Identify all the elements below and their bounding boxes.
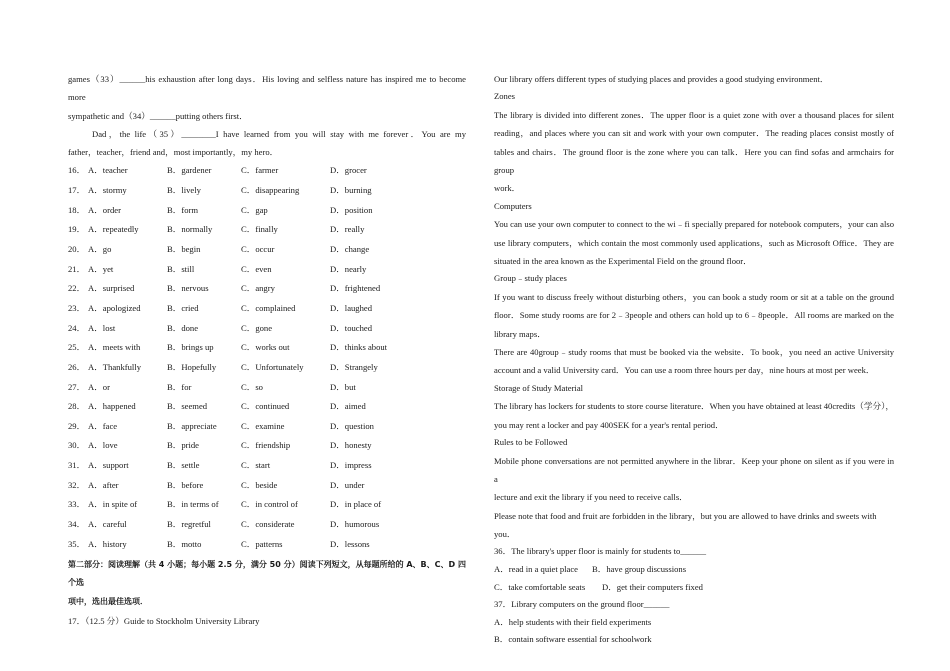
option-d: D．but: [330, 381, 356, 392]
option-b: B．lively: [167, 185, 201, 196]
option-d: D．Strangely: [330, 361, 378, 372]
option-a: A．teacher: [88, 165, 128, 176]
option-d: D．frightened: [330, 283, 381, 294]
option-c: C．examine: [241, 420, 285, 431]
option-row: [68, 417, 466, 437]
question-number: 32．: [68, 479, 86, 490]
option-b: B．form: [167, 204, 199, 215]
question-number: 20．: [68, 244, 86, 255]
intro-line-4: father，teacher，friend and，most importantly，my hero．: [68, 147, 279, 158]
question-36-option-b: B．have group discussions: [592, 564, 687, 575]
option-d: D．under: [330, 479, 365, 490]
option-a: A．repeatedly: [88, 224, 139, 235]
question-36-options-row-2: [494, 579, 894, 597]
question-number: 27．: [68, 381, 86, 392]
section-title-line-2: 项中，选出最佳选项．: [68, 597, 148, 607]
option-a: A．face: [88, 420, 118, 431]
passage-line: you may rent a locker and pay 400SEK for a year's rental period．: [494, 419, 724, 430]
option-b: B．done: [167, 322, 199, 333]
option-a: A．go: [88, 244, 112, 255]
passage-line: If you want to discuss freely without disturbing others，you can book a study room or sit at a table on the ground: [494, 292, 894, 303]
option-c: C．occur: [241, 244, 275, 255]
option-a: A．apologized: [88, 302, 141, 313]
option-b: B．brings up: [167, 342, 214, 353]
option-c: C．patterns: [241, 538, 283, 549]
question-number: 24．: [68, 322, 86, 333]
option-b: B．in terms of: [167, 499, 219, 510]
option-a: A．love: [88, 440, 118, 451]
option-c: C．gap: [241, 204, 268, 215]
intro-line-1: games（33）______his exhaustion after long days．His loving and selfless nature has inspired me to become more: [68, 74, 466, 103]
passage-subheading: Group﹣study places: [494, 273, 567, 284]
option-b: B．still: [167, 263, 195, 274]
question-number: 29．: [68, 420, 86, 431]
option-d: D．in place of: [330, 499, 382, 510]
option-b: B．normally: [167, 224, 213, 235]
passage-line: Our library offers different types of studying places and provides a good studying environment．: [494, 74, 829, 84]
option-row: [68, 181, 466, 201]
passage-line: tables and chairs．The ground floor is the zone where you can talk．Here you can find sofas and armchairs for group: [494, 146, 894, 175]
option-c: C．beside: [241, 479, 278, 490]
option-b: B．seemed: [167, 401, 208, 412]
question-37-option-b-row: [494, 631, 894, 649]
option-d: D．honesty: [330, 440, 372, 451]
question-37-option-a-row: [494, 614, 894, 632]
question-number: 19．: [68, 224, 86, 235]
options-list: [68, 161, 466, 554]
option-row: [68, 397, 466, 417]
option-c: C．in control of: [241, 499, 298, 510]
question-37-option-b: B．contain software essential for schoolwork: [494, 634, 652, 645]
option-d: D．aimed: [330, 401, 366, 412]
option-c: C．disappearing: [241, 185, 300, 196]
passage-line: The library has lockers for students to store course literature．When you have obtained at least 40credits（学分），: [494, 401, 894, 412]
passage-line: situated in the area known as the Experimental Field on the ground floor．: [494, 255, 752, 266]
option-a: A．stormy: [88, 185, 127, 196]
option-b: B．nervous: [167, 283, 209, 294]
option-c: C．Unfortunately: [241, 361, 304, 372]
option-row: [68, 299, 466, 319]
passage-line: use library computers，which contain the most commonly used applications，such as Microsoft Office．They are: [494, 237, 894, 248]
option-row: [68, 515, 466, 535]
option-row: [68, 279, 466, 299]
passage-line: reading，and places where you can sit and work with your own computer．The reading places consist mostly of: [494, 128, 894, 139]
option-a: A．order: [88, 204, 121, 215]
left-column: [68, 70, 466, 630]
passage-line: account and a valid University card．You can use a room three hours per day，nine hours at most per week．: [494, 365, 875, 376]
option-a: A．history: [88, 538, 127, 549]
passage-line: Mobile phone conversations are not permitted anywhere in the librar．Keep your phone on silent as if you were in a: [494, 455, 894, 485]
option-b: B．motto: [167, 538, 202, 549]
question-number: 21．: [68, 263, 86, 274]
option-c: C．gone: [241, 322, 273, 333]
passage-subheading: Rules to be Followed: [494, 436, 568, 447]
option-b: B．gardener: [167, 165, 212, 176]
option-a: A．surprised: [88, 283, 135, 294]
question-36-option-c: C．take comfortable seats: [494, 581, 586, 592]
option-c: C．start: [241, 460, 271, 471]
option-b: B．appreciate: [167, 420, 217, 431]
question-37-option-a: A．help students with their field experiments: [494, 616, 652, 627]
option-a: A．after: [88, 479, 119, 490]
question-number: 28．: [68, 401, 86, 412]
option-d: D．question: [330, 420, 374, 431]
question-37-stem: 37．Library computers on the ground floor______: [494, 599, 670, 610]
option-c: C．complained: [241, 302, 296, 313]
option-b: B．begin: [167, 244, 201, 255]
question-number: 25．: [68, 342, 86, 353]
passage-subheading: Zones: [494, 91, 516, 102]
option-a: A．happened: [88, 401, 136, 412]
option-c: C．so: [241, 381, 263, 392]
option-b: B．settle: [167, 460, 200, 471]
section-title-line-1: 第二部分：阅读理解（共 4 小题；每小题 2.5 分，满分 50 分）阅读下列短文，从每题所给的 A、B、C、D 四个选: [68, 560, 466, 587]
option-d: D．change: [330, 244, 370, 255]
option-a: A．Thankfully: [88, 361, 141, 372]
question-number: 30．: [68, 440, 86, 451]
question-36-stem: 36．The library's upper floor is mainly for students to______: [494, 546, 707, 557]
option-b: B．for: [167, 381, 192, 392]
passage-body: [494, 70, 894, 543]
passage-line: floor．Some study rooms are for 2﹣3people and others can hold up to 6﹣8people．All rooms are marked on the: [494, 310, 894, 321]
question-number: 18．: [68, 204, 86, 215]
option-a: A．careful: [88, 519, 127, 530]
option-c: C．continued: [241, 401, 290, 412]
question-number: 17．: [68, 185, 86, 196]
option-a: A．yet: [88, 263, 114, 274]
option-c: C．farmer: [241, 165, 279, 176]
intro-line-2: sympathetic and（34）______putting others first．: [68, 110, 248, 121]
option-d: D．thinks about: [330, 342, 388, 353]
option-a: A．lost: [88, 322, 116, 333]
option-row: [68, 436, 466, 456]
option-row: [68, 319, 466, 339]
option-c: C．considerate: [241, 519, 295, 530]
intro-line-3: Dad，the life（35）________I have learned from you will stay with me forever．You are my: [92, 128, 466, 139]
option-row: [68, 476, 466, 496]
passage-line: work．: [494, 183, 521, 194]
question-number: 16．: [68, 165, 86, 176]
option-d: D．laughed: [330, 302, 373, 313]
option-c: C．works out: [241, 342, 290, 353]
option-row: [68, 456, 466, 476]
option-b: B．Hopefully: [167, 361, 217, 372]
question-number: 34．: [68, 519, 86, 530]
passage-line: lecture and exit the library if you need to receive calls．: [494, 492, 688, 503]
option-row: [68, 260, 466, 280]
option-d: D．really: [330, 224, 365, 235]
option-d: D．nearly: [330, 263, 367, 274]
right-column: [494, 70, 894, 649]
passage-line: library maps．: [494, 328, 546, 339]
option-d: D．grocer: [330, 165, 367, 176]
option-d: D．humorous: [330, 519, 380, 530]
option-row: [68, 161, 466, 181]
passage-line: The library is divided into different zones．The upper floor is a quiet zone with over a thousand places for silent: [494, 110, 894, 121]
option-d: D．position: [330, 204, 373, 215]
question-36-option-d: D．get their computers fixed: [602, 581, 703, 592]
passage-line: Please note that food and fruit are forbidden in the library，but you are allowed to have drinks and sweets with you．: [494, 510, 877, 539]
option-c: C．finally: [241, 224, 278, 235]
passage-subheading: Computers: [494, 200, 532, 211]
question-number: 22．: [68, 283, 86, 294]
option-row: [68, 535, 466, 555]
option-b: B．cried: [167, 302, 199, 313]
option-c: C．friendship: [241, 440, 291, 451]
option-row: [68, 495, 466, 515]
question-number: 33．: [68, 499, 86, 510]
option-a: A．or: [88, 381, 110, 392]
option-d: D．lessons: [330, 538, 370, 549]
option-d: D．touched: [330, 322, 373, 333]
question-36-options-row-1: [494, 561, 894, 579]
option-c: C．even: [241, 263, 272, 274]
option-c: C．angry: [241, 283, 275, 294]
option-a: A．meets with: [88, 342, 141, 353]
option-row: [68, 201, 466, 221]
option-row: [68, 378, 466, 398]
option-a: A．support: [88, 460, 129, 471]
question-number: 26．: [68, 361, 86, 372]
option-row: [68, 338, 466, 358]
passage-subheading: Storage of Study Material: [494, 382, 584, 393]
option-d: D．burning: [330, 185, 372, 196]
option-d: D．impress: [330, 460, 372, 471]
question-number: 31．: [68, 460, 86, 471]
question-36-option-a: A．read in a quiet place: [494, 564, 578, 575]
question-number: 35．: [68, 538, 86, 549]
option-a: A．in spite of: [88, 499, 138, 510]
question-number: 23．: [68, 302, 86, 313]
option-row: [68, 220, 466, 240]
option-row: [68, 240, 466, 260]
option-row: [68, 358, 466, 378]
option-b: B．pride: [167, 440, 199, 451]
option-b: B．regretful: [167, 519, 211, 530]
passage-line: You can use your own computer to connect to the wi﹣fi specially prepared for notebook computers，your can also: [494, 219, 894, 230]
option-b: B．before: [167, 479, 204, 490]
passage-heading: 17．（12.5 分）Guide to Stockholm University Library: [68, 615, 260, 626]
passage-line: There are 40group﹣study rooms that must be booked via the website．To book，you need an active University: [494, 346, 894, 357]
